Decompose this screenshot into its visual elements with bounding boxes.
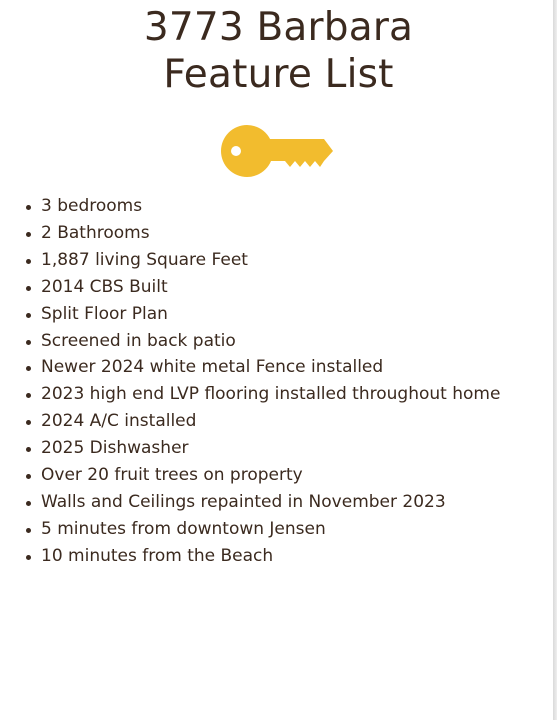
title-line-subtitle: Feature List <box>163 52 394 97</box>
feature-text: 10 minutes from the Beach <box>41 545 274 566</box>
feature-text: 2024 A/C installed <box>41 411 197 432</box>
feature-item <box>24 462 500 489</box>
bullet-icon <box>26 501 31 506</box>
bullet-icon <box>26 528 31 533</box>
feature-text: 2025 Dishwasher <box>41 438 189 459</box>
feature-text: 2014 CBS Built <box>41 276 168 297</box>
feature-item <box>24 193 500 220</box>
feature-text: 2 Bathrooms <box>41 222 150 243</box>
feature-item <box>24 489 500 516</box>
feature-item <box>24 274 500 301</box>
feature-text: 3 bedrooms <box>41 196 143 216</box>
bullet-icon <box>26 205 31 210</box>
bullet-icon <box>26 447 31 452</box>
page-edge <box>553 0 557 720</box>
bullet-icon <box>26 393 31 398</box>
feature-item <box>24 435 500 462</box>
bullet-icon <box>26 366 31 371</box>
title-line-address: 3773 Barbara <box>143 5 414 50</box>
feature-text: Walls and Ceilings repainted in November 2023 <box>41 491 446 512</box>
bullet-icon <box>26 555 31 560</box>
feature-text: Over 20 fruit trees on property <box>41 465 303 486</box>
bullet-icon <box>26 286 31 291</box>
feature-text: Split Floor Plan <box>41 303 168 324</box>
feature-item <box>24 247 500 274</box>
feature-list <box>24 193 500 570</box>
bullet-icon <box>26 232 31 237</box>
key-icon <box>220 123 335 179</box>
page-title <box>0 4 557 98</box>
feature-item <box>24 220 500 247</box>
feature-text: 1,887 living Square Feet <box>41 249 248 270</box>
bullet-icon <box>26 340 31 345</box>
feature-text: 2023 high end LVP flooring installed throughout home <box>41 384 501 405</box>
feature-text: Screened in back patio <box>41 330 236 351</box>
feature-item <box>24 543 500 570</box>
bullet-icon <box>26 259 31 264</box>
feature-item <box>24 354 500 381</box>
feature-item <box>24 301 500 328</box>
feature-text: 5 minutes from downtown Jensen <box>41 518 326 539</box>
bullet-icon <box>26 420 31 425</box>
feature-item <box>24 408 500 435</box>
feature-text: Newer 2024 white metal Fence installed <box>41 357 384 378</box>
feature-item <box>24 516 500 543</box>
feature-item <box>24 328 500 355</box>
feature-item <box>24 381 500 408</box>
bullet-icon <box>26 313 31 318</box>
bullet-icon <box>26 474 31 479</box>
